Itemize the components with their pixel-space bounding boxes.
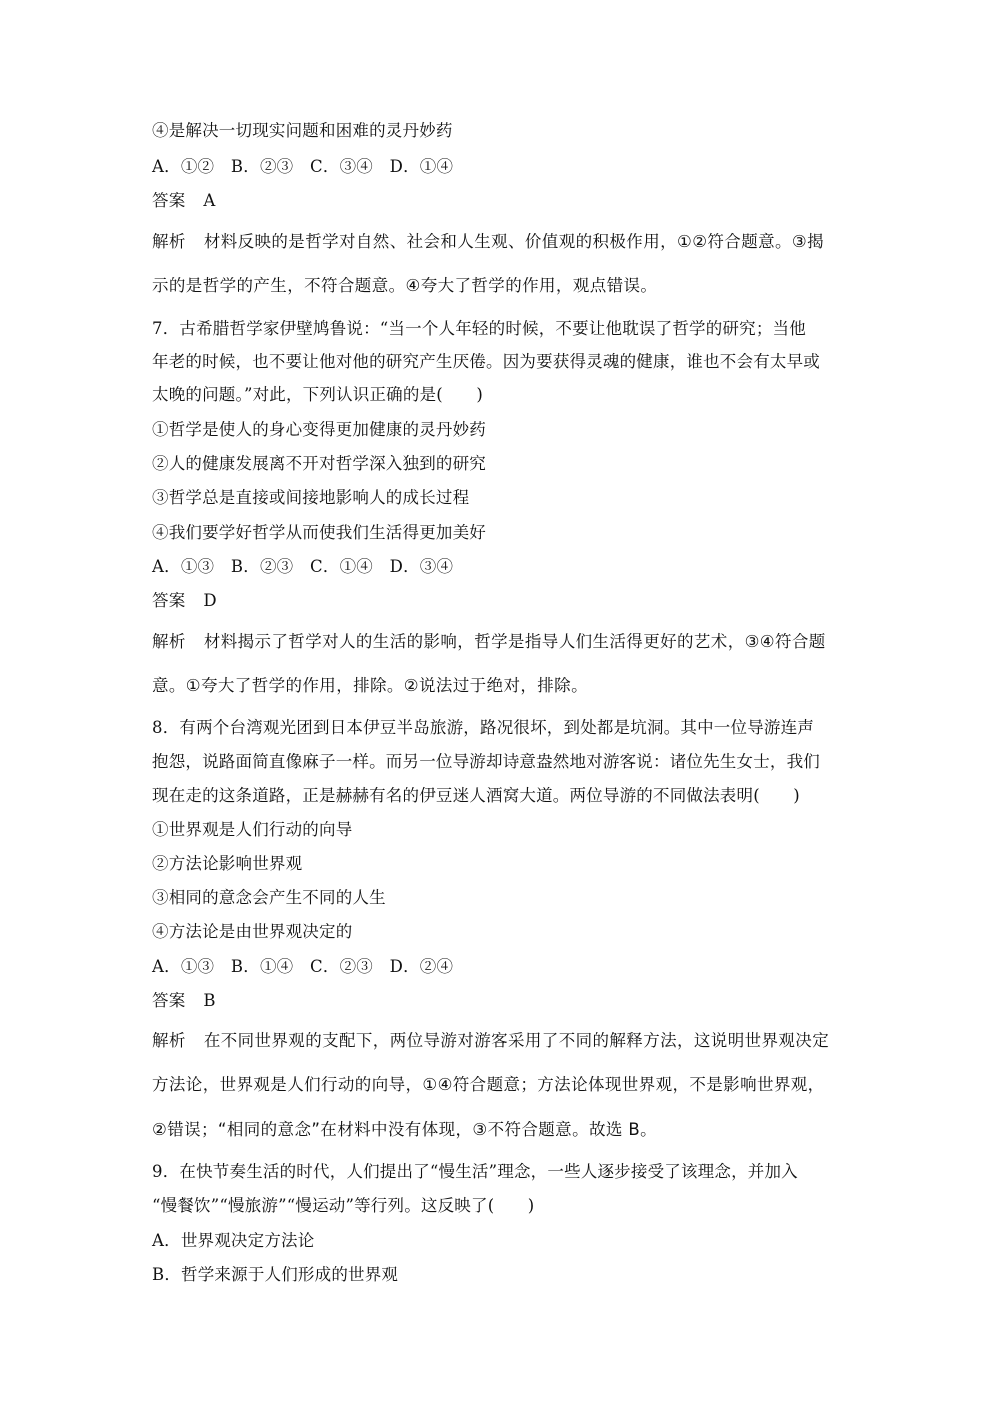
q7-choices: A．①③ B．②③ C．①④ D．③④ bbox=[152, 557, 454, 576]
q8-choices: A．①③ B．①④ C．②③ D．②④ bbox=[152, 957, 454, 976]
q8-option-4: ④方法论是由世界观决定的 bbox=[152, 922, 353, 941]
q6-option-4: ④是解决一切现实问题和困难的灵丹妙药 bbox=[152, 121, 453, 140]
q9-stem-line-1: 9．在快节奏生活的时代，人们提出了“慢生活”理念，一些人逐步接受了该理念，并加入 bbox=[152, 1162, 798, 1181]
answer-value: B bbox=[203, 991, 216, 1010]
q7-option-4: ④我们要学好哲学从而使我们生活得更加美好 bbox=[152, 523, 486, 542]
q8-option-3: ③相同的意念会产生不同的人生 bbox=[152, 888, 386, 907]
q8-analysis-line-3: ②错误；“相同的意念”在材料中没有体现，③不符合题意。故选 B。 bbox=[152, 1120, 658, 1139]
q7-stem-line-1: 7．古希腊哲学家伊壁鸠鲁说：“当一个人年轻的时候，不要让他耽误了哲学的研究；当他 bbox=[152, 319, 806, 338]
answer-value: A bbox=[203, 191, 216, 210]
q9-option-a: A．世界观决定方法论 bbox=[152, 1231, 315, 1250]
q6-answer bbox=[152, 189, 216, 213]
analysis-label: 解析 bbox=[152, 232, 186, 251]
q7-stem-line-2: 年老的时候，也不要让他对他的研究产生厌倦。因为要获得灵魂的健康，谁也不会有太早或 bbox=[152, 352, 820, 371]
analysis-text: 材料揭示了哲学对人的生活的影响，哲学是指导人们生活得更好的艺术，③④符合题 bbox=[203, 632, 826, 651]
q7-analysis-line-2: 意。①夸大了哲学的作用，排除。②说法过于绝对，排除。 bbox=[152, 676, 588, 695]
q9-option-b: B．哲学来源于人们形成的世界观 bbox=[152, 1265, 399, 1284]
q7-analysis-line-1 bbox=[152, 630, 826, 654]
q8-stem-line-3: 现在走的这条道路，正是赫赫有名的伊豆迷人酒窝大道。两位导游的不同做法表明( ) bbox=[152, 786, 800, 805]
q8-analysis-line-1 bbox=[152, 1029, 829, 1053]
answer-label: 答案 bbox=[152, 991, 186, 1010]
q6-choices: A．①② B．②③ C．③④ D．①④ bbox=[152, 157, 454, 176]
q8-answer bbox=[152, 989, 216, 1013]
q8-option-1: ①世界观是人们行动的向导 bbox=[152, 820, 353, 839]
answer-label: 答案 bbox=[152, 591, 186, 610]
q7-option-3: ③哲学总是直接或间接地影响人的成长过程 bbox=[152, 488, 470, 507]
q6-analysis-line-2: 示的是哲学的产生，不符合题意。④夸大了哲学的作用，观点错误。 bbox=[152, 276, 658, 295]
q7-answer bbox=[152, 589, 217, 613]
q7-stem-line-3: 太晚的问题。”对此，下列认识正确的是( ) bbox=[152, 385, 483, 404]
q7-option-2: ②人的健康发展离不开对哲学深入独到的研究 bbox=[152, 454, 486, 473]
q7-option-1: ①哲学是使人的身心变得更加健康的灵丹妙药 bbox=[152, 420, 486, 439]
answer-label: 答案 bbox=[152, 191, 186, 210]
q6-analysis-line-1 bbox=[152, 230, 824, 254]
q8-analysis-line-2: 方法论，世界观是人们行动的向导，①④符合题意；方法论体现世界观，不是影响世界观， bbox=[152, 1075, 825, 1094]
analysis-label: 解析 bbox=[152, 632, 186, 651]
q8-stem-line-2: 抱怨，说路面简直像麻子一样。而另一位导游却诗意盎然地对游客说：诸位先生女士，我们 bbox=[152, 752, 820, 771]
analysis-text: 材料反映的是哲学对自然、社会和人生观、价值观的积极作用，①②符合题意。③揭 bbox=[203, 232, 824, 251]
analysis-text: 在不同世界观的支配下，两位导游对游客采用了不同的解释方法，这说明世界观决定 bbox=[203, 1031, 830, 1050]
q9-stem-line-2: “慢餐饮”“慢旅游”“慢运动”等行列。这反映了( ) bbox=[152, 1196, 535, 1215]
answer-value: D bbox=[203, 591, 217, 610]
q8-option-2: ②方法论影响世界观 bbox=[152, 854, 303, 873]
analysis-label: 解析 bbox=[152, 1031, 186, 1050]
q8-stem-line-1: 8．有两个台湾观光团到日本伊豆半岛旅游，路况很坏，到处都是坑洞。其中一位导游连声 bbox=[152, 718, 814, 737]
